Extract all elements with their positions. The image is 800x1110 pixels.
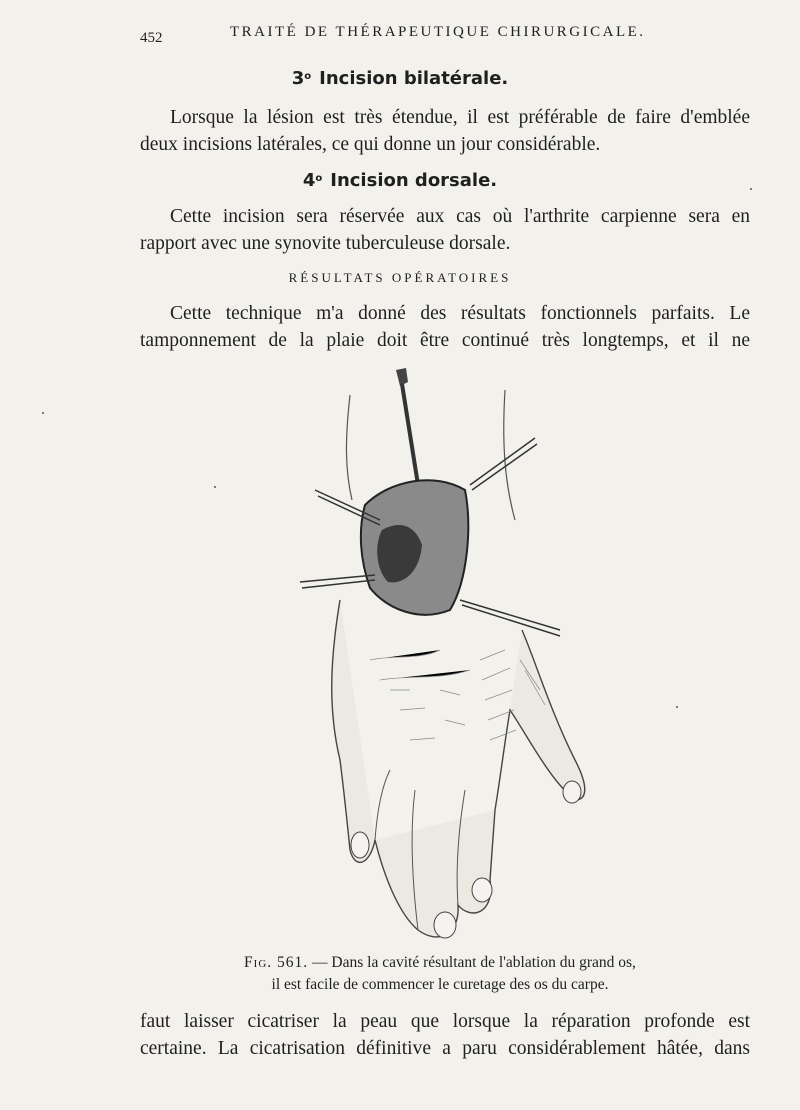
text-line: faut laisser cicatriser la peau que lorsque la réparation profonde est <box>140 1011 750 1032</box>
print-speck <box>214 486 216 488</box>
degree-mark: o <box>315 173 323 184</box>
surgical-hand-illustration <box>290 360 590 950</box>
caption-text: — Dans la cavité résultant de l'ablation du grand os, <box>308 954 636 971</box>
text-line: rapport avec une synovite tuberculeuse dorsale. <box>140 233 511 254</box>
running-head <box>140 22 760 48</box>
text-line: Cette incision sera réservée aux cas où l'arthrite carpienne sera en <box>170 206 750 227</box>
figure-label: Fig. 561. <box>244 954 309 971</box>
running-title: TRAITÉ DE THÉRAPEUTIQUE CHIRURGICALE. <box>230 24 646 40</box>
print-speck <box>676 706 678 708</box>
paragraph-incision-bilaterale <box>140 104 750 158</box>
text-line: certaine. La cicatrisation définitive a paru considérablement hâtée, dans <box>140 1038 750 1059</box>
figure-caption <box>180 952 700 996</box>
section-title: Incision bilatérale. <box>319 68 509 89</box>
section-number: 4 <box>302 170 316 191</box>
section-title: Incision dorsale. <box>330 170 498 191</box>
section-heading-incision-bilaterale <box>0 68 800 89</box>
section-heading-incision-dorsale <box>0 170 800 191</box>
caption-line-1 <box>180 952 700 974</box>
caption-line-2: il est facile de commencer le curetage des os du carpe. <box>271 976 609 993</box>
print-speck <box>42 412 44 414</box>
text-line: Lorsque la lésion est très étendue, il est préférable de faire d'emblée <box>170 107 750 128</box>
paragraph-incision-dorsale <box>140 203 750 257</box>
text-line: Cette technique m'a donné des résultats fonctionnels parfaits. Le <box>170 303 750 324</box>
section-number: 3 <box>291 68 305 89</box>
paragraph-results <box>140 300 750 354</box>
print-speck <box>750 188 752 190</box>
results-heading: RÉSULTATS OPÉRATOIRES <box>288 270 512 285</box>
text-line: tamponnement de la plaie doit être continué très longtemps, et il ne <box>140 330 750 351</box>
text-line: deux incisions latérales, ce qui donne un jour considérable. <box>140 134 601 155</box>
degree-mark: o <box>304 71 312 82</box>
page-number: 452 <box>140 30 163 46</box>
paragraph-continuation <box>140 1008 750 1062</box>
